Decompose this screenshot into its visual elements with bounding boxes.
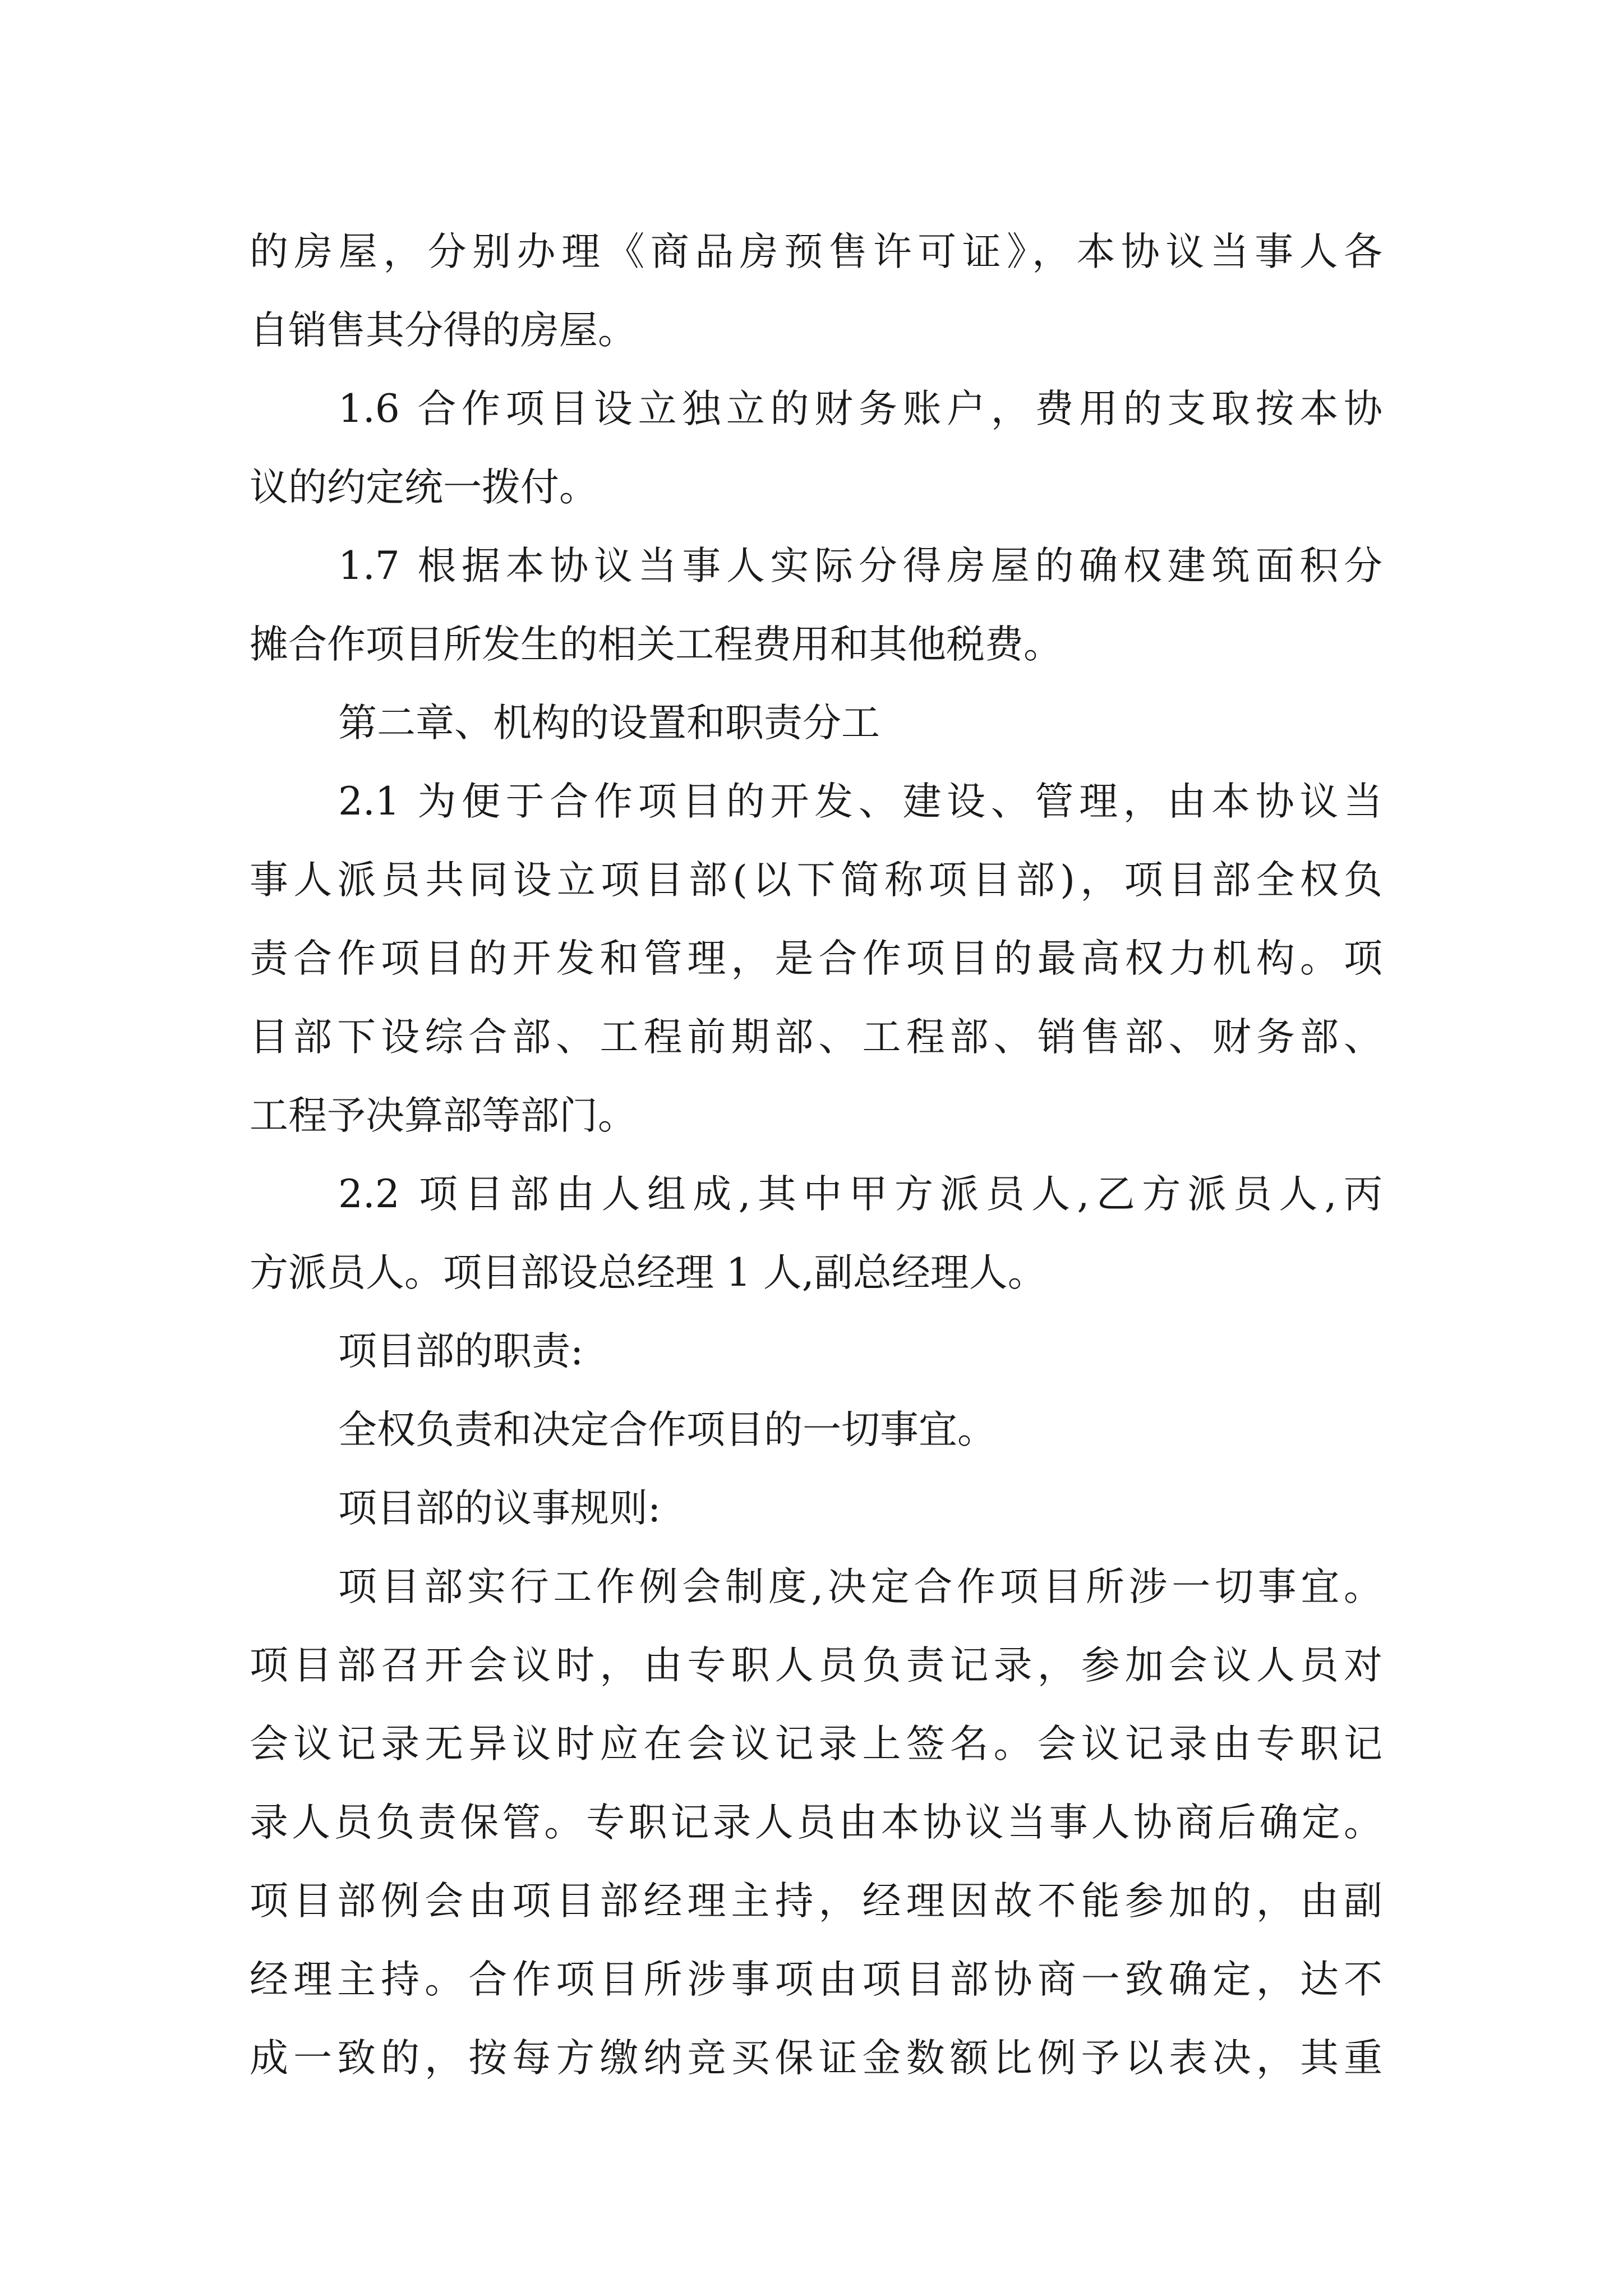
text-line: 事人派员共同设立项目部(以下简称项目部)，项目部全权负 (250, 858, 1382, 903)
section-heading: 第二章、机构的设置和职责分工 (338, 701, 880, 746)
text-line: 项目部的职责: (338, 1329, 584, 1374)
text-line: 责合作项目的开发和管理，是合作项目的最高权力机构。项 (250, 936, 1382, 981)
text-line: 方派员人。项目部设总经理 1 人,副总经理人。 (250, 1250, 1046, 1295)
text-line: 成一致的，按每方缴纳竞买保证金数额比例予以表决，其重 (250, 2036, 1382, 2081)
text-line: 1.7 根据本协议当事人实际分得房屋的确权建筑面积分 (338, 544, 1382, 588)
text-line: 项目部的议事规则: (338, 1486, 661, 1531)
text-line: 自销售其分得的房屋。 (250, 308, 637, 353)
text-line: 工程予决算部等部门。 (250, 1093, 637, 1138)
text-line: 录人员负责保管。专职记录人员由本协议当事人协商后确定。 (250, 1800, 1382, 1845)
text-line: 2.2 项目部由人组成,其中甲方派员人,乙方派员人,丙 (338, 1172, 1382, 1217)
text-line: 议的约定统一拨付。 (250, 465, 598, 510)
text-line: 项目部召开会议时，由专职人员负责记录，参加会议人员对 (250, 1643, 1382, 1688)
text-line: 项目部实行工作例会制度,决定合作项目所涉一切事宜。 (338, 1565, 1382, 1609)
text-line: 项目部例会由项目部经理主持，经理因故不能参加的，由副 (250, 1879, 1382, 1924)
text-line: 的房屋，分别办理《商品房预售许可证》，本协议当事人各 (250, 229, 1382, 274)
text-line: 2.1 为便于合作项目的开发、建设、管理，由本协议当 (338, 779, 1382, 824)
text-line: 会议记录无异议时应在会议记录上签名。会议记录由专职记 (250, 1722, 1382, 1766)
text-line: 1.6 合作项目设立独立的财务账户，费用的支取按本协 (338, 386, 1382, 431)
text-line: 全权负责和决定合作项目的一切事宜。 (338, 1407, 996, 1452)
text-line: 经理主持。合作项目所涉事项由项目部协商一致确定，达不 (250, 1957, 1382, 2002)
text-line: 目部下设综合部、工程前期部、工程部、销售部、财务部、 (250, 1015, 1382, 1060)
text-line: 摊合作项目所发生的相关工程费用和其他税费。 (250, 622, 1062, 667)
